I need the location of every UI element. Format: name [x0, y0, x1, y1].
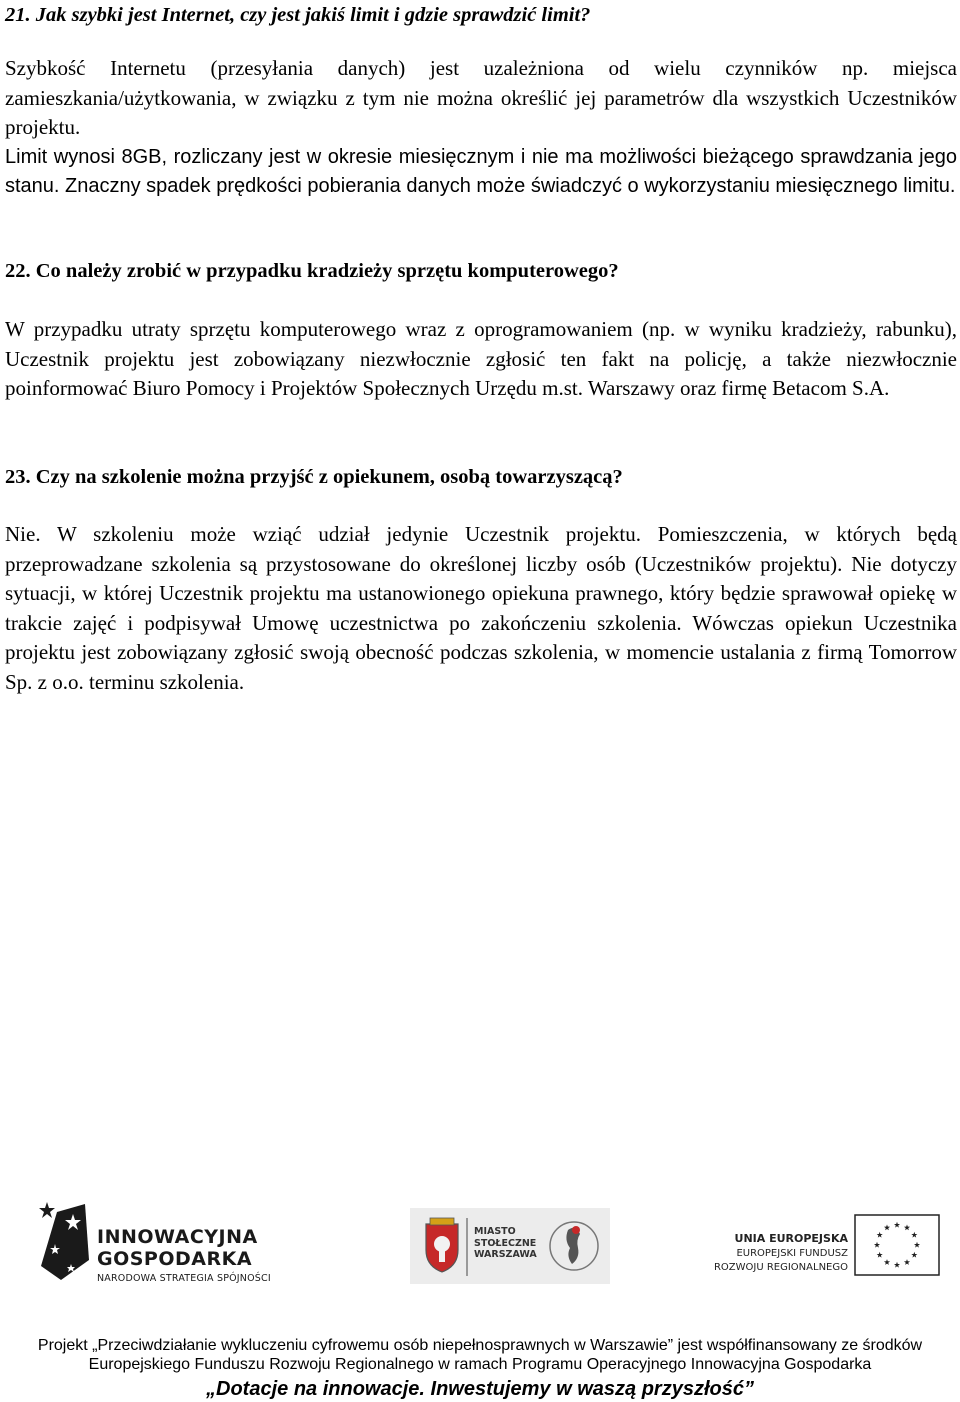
- footer-line-2: Europejskiego Funduszu Rozwoju Regionalnego w ramach Programu Operacyjnego Innowacyjna Gospodarka: [88, 1356, 872, 1373]
- warszawa-logo-line3: WARSZAWA: [474, 1249, 537, 1260]
- warszawa-logo-line1: MIASTO: [474, 1226, 516, 1237]
- question-21-answer: [5, 54, 957, 201]
- unia-europejska-logo: [700, 1212, 940, 1278]
- question-23-answer: Nie. W szkoleniu może wziąć udział jedynie Uczestnik projektu. Pomieszczenia, w których będą przeprowadzane szkolenia są przystosowane do określonej liczby osób (Uczestników projektu). Nie dotyczy sytuacji, w której Uczestnik projektu ma ustanowionego opiekuna prawnego, który będzie sprawował opiekę w trakcie zajęć i podpisywał Umowę uczestnictwa po zakończeniu szkolenia. Wówczas opiekun Uczestnika projektu jest zobowiązany zgłosić swoją obecność podczas szkolenia, w momencie ustalania z firmą Tomorrow Sp. z o.o. terminu szkolenia.: [5, 522, 957, 694]
- innowacyjna-gospodarka-logo: [35, 1200, 295, 1292]
- ue-logo-line1: UNIA EUROPEJSKA: [734, 1232, 848, 1245]
- warszawa-logo-line2: STOŁECZNE: [474, 1237, 537, 1249]
- question-22-title: 22. Co należy zrobić w przypadku kradzieży sprzętu komputerowego?: [5, 260, 619, 282]
- footer-slogan: „Dotacje na innowacje. Inwestujemy w waszą przyszłość”: [206, 1378, 754, 1400]
- ig-logo-line1: INNOWACYJNA: [97, 1226, 258, 1248]
- question-23-title: 23. Czy na szkolenie można przyjść z opiekunem, osobą towarzyszącą?: [5, 466, 623, 488]
- footer-line-1: Projekt „Przeciwdziałanie wykluczeniu cyfrowemu osób niepełnosprawnych w Warszawie” jest współfinansowany ze środków: [37, 1337, 923, 1354]
- question-21-answer-serif: Szybkość Internetu (przesyłania danych) jest uzależniona od wielu czynników np. miejsca zamieszkania/użytkowania, w związku z tym nie można określić jej parametrów dla wszystkich Uczestników projektu.: [5, 56, 957, 140]
- innowacyjna-gospodarka-emblem-icon: [35, 1200, 93, 1292]
- question-21-title: 21. Jak szybki jest Internet, czy jest jakiś limit i gdzie sprawdzić limit?: [5, 4, 591, 26]
- ig-logo-line3: NARODOWA STRATEGIA SPÓJNOŚCI: [97, 1273, 271, 1284]
- warszawa-logo-text: [474, 1226, 537, 1261]
- warszawa-crest-icon: [422, 1216, 462, 1276]
- ue-logo-line3: ROZWOJU REGIONALNEGO: [713, 1262, 848, 1273]
- ue-logo-line2: EUROPEJSKI FUNDUSZ: [736, 1248, 848, 1259]
- question-22-answer: W przypadku utraty sprzętu komputerowego wraz z oprogramowaniem (np. w wyniku kradzieży, rabunku), Uczestnik projektu jest zobowiązany niezwłocznie zgłosić ten fakt na policję, a także niezwłocznie poinformować Biuro Pomocy i Projektów Społecznych Urzędu m.st. Warszawy oraz firmę Betacom S.A.: [5, 317, 957, 401]
- eu-flag-icon: [854, 1214, 940, 1276]
- mermaid-emblem-icon: [546, 1216, 602, 1276]
- ig-logo-line2: GOSPODARKA: [97, 1248, 253, 1270]
- warszawa-logo: [410, 1208, 610, 1284]
- question-21-answer-sans: Limit wynosi 8GB, rozliczany jest w okresie miesięcznym i nie ma możliwości bieżącego sprawdzania jego stanu. Znaczny spadek prędkości pobierania danych może świadczyć o wykorzystaniu miesięcznego limitu.: [5, 145, 957, 197]
